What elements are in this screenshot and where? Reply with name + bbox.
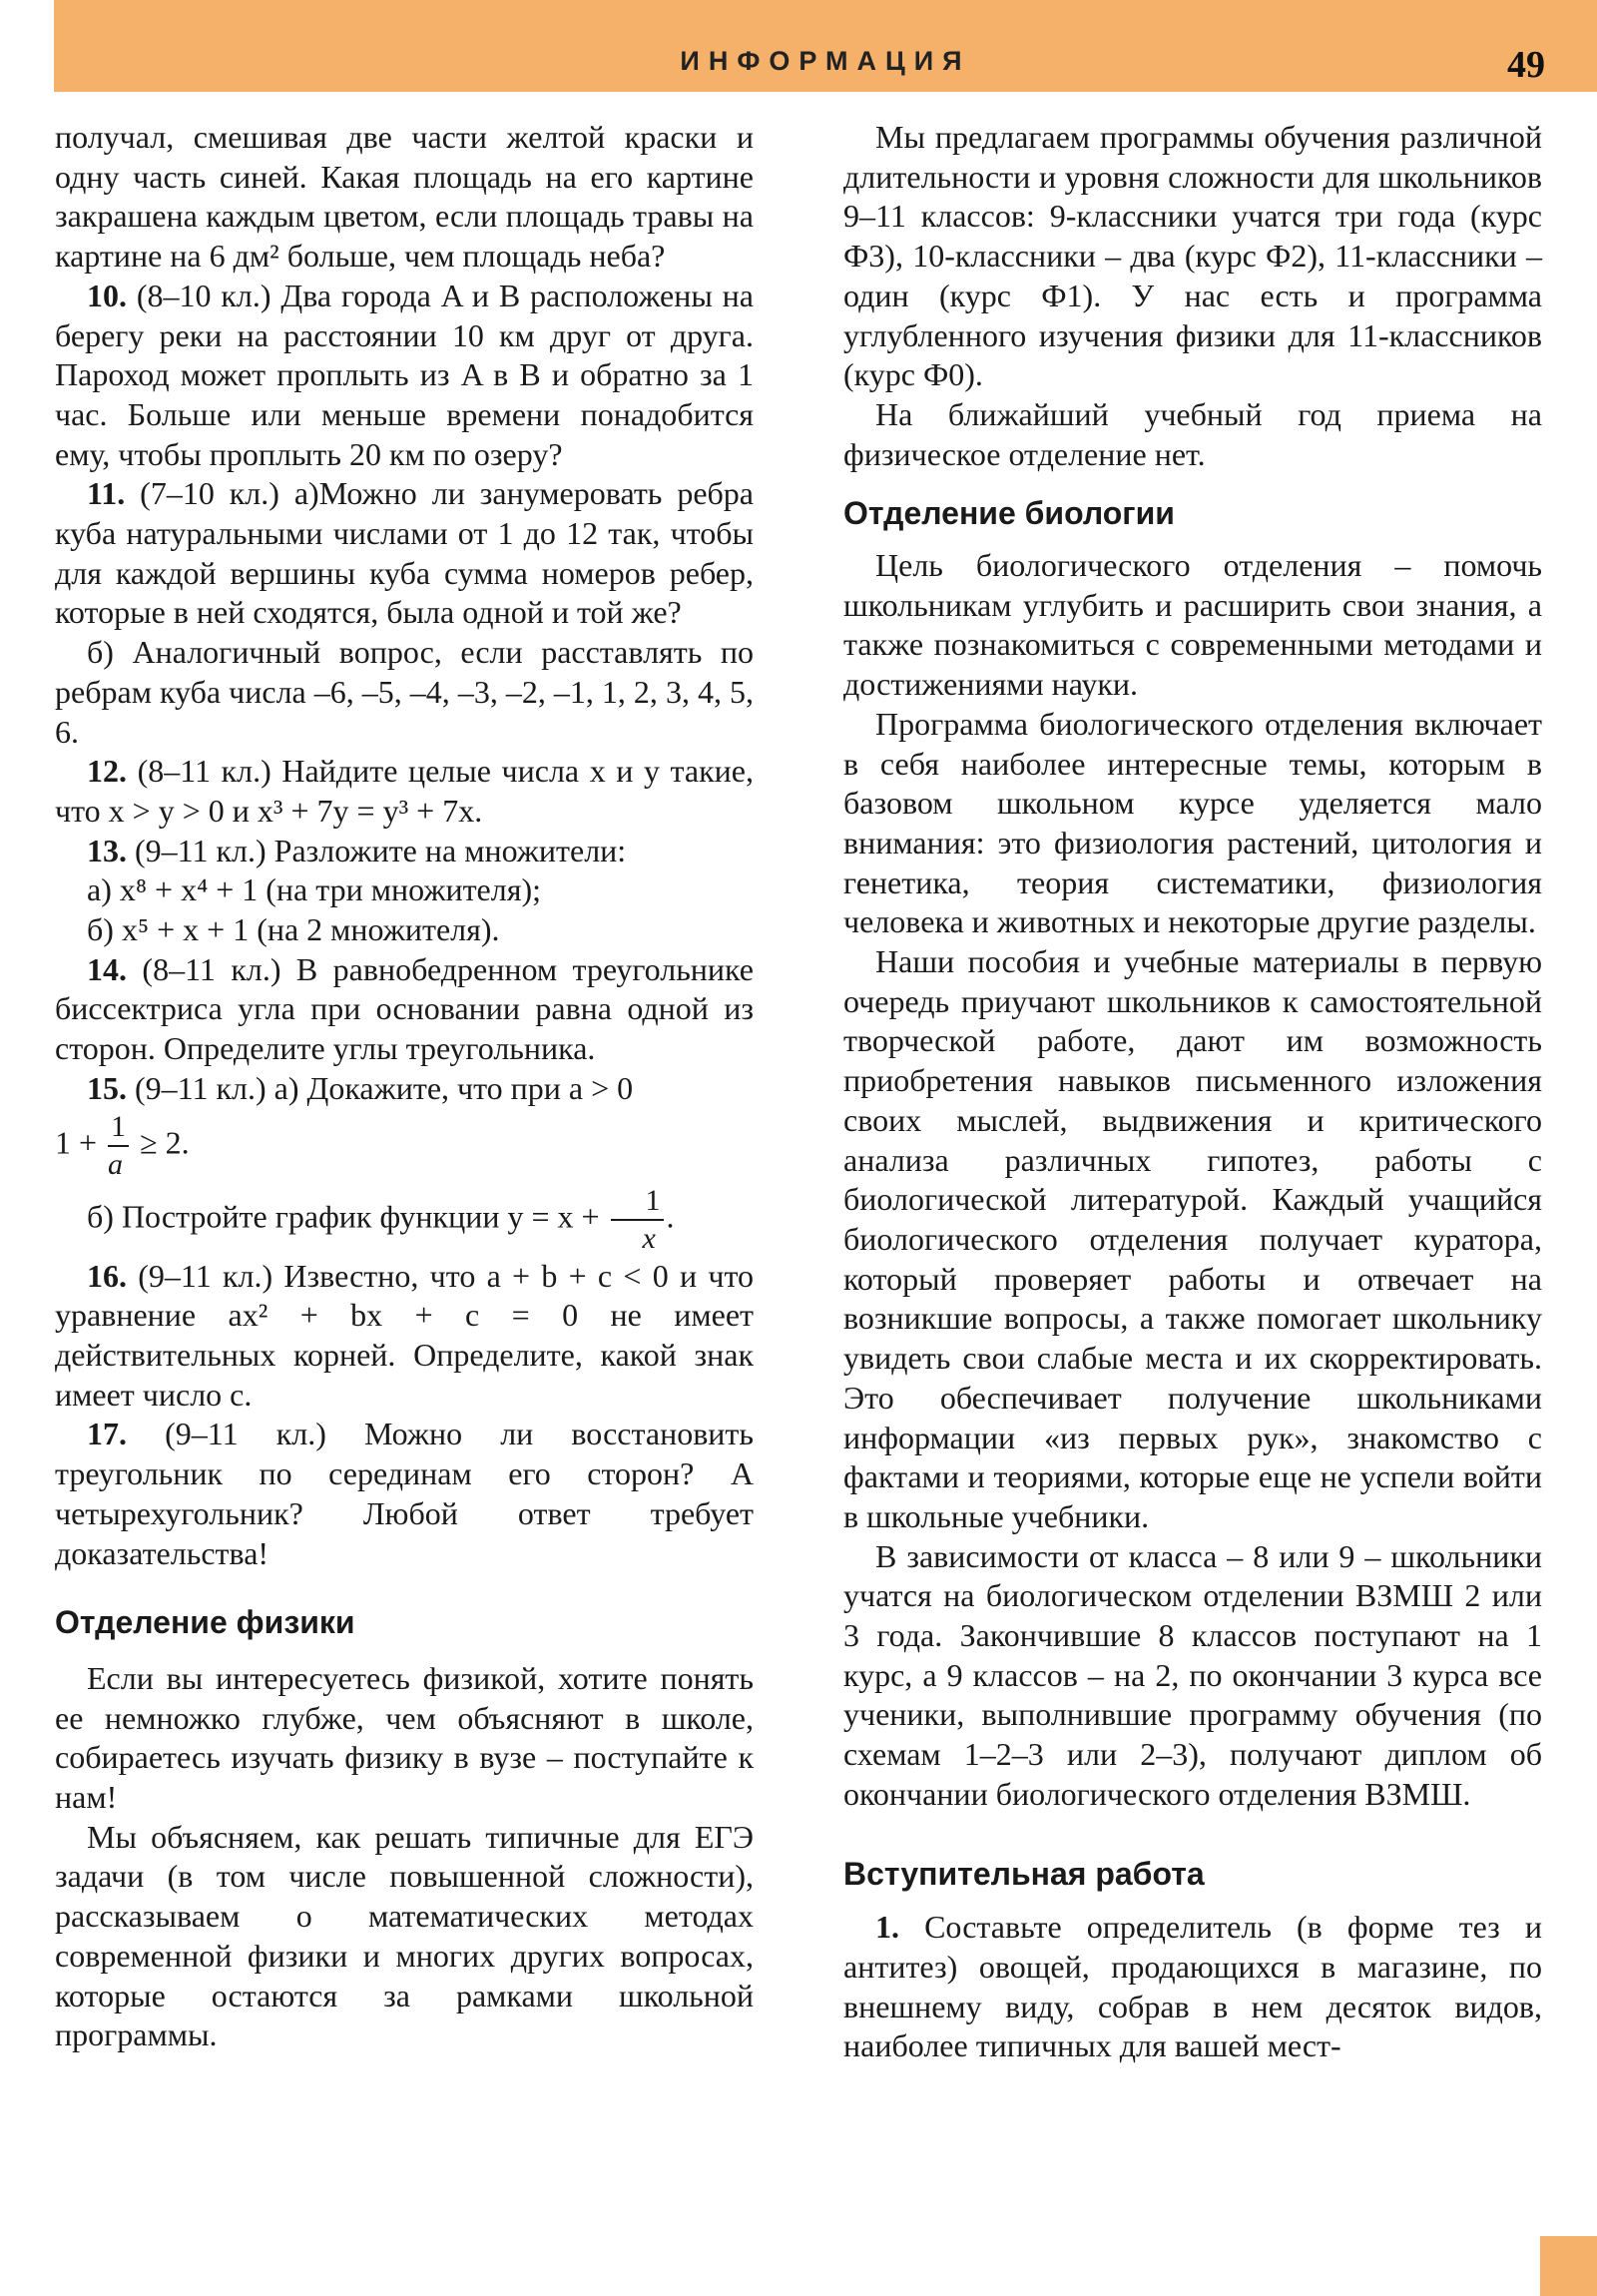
problem-13 (55, 832, 754, 871)
problem-15-part-b (55, 1183, 754, 1257)
problem-15 (55, 1069, 754, 1109)
fraction (611, 1183, 664, 1257)
problem-number: 11. (87, 475, 126, 512)
problem-11-part-b: б) Аналогичный вопрос, если расставлять по ребрам куба числа –6, –5, –4, –3, –2, –1, 1, 2, 3, 4, 5, 6. (55, 634, 754, 750)
biology-paragraph: Цель биологического отделения – помочь школьникам углубить и расширить свои знания, а также познакомиться с современными методами и достижениями науки. (843, 547, 1542, 703)
right-column (843, 118, 1542, 2066)
problem-number: 17. (87, 1416, 127, 1452)
biology-paragraph: Наши пособия и учебные материалы в первую очередь приучают школьников к самостоятельной творческой работе, дают им возможность приобретения навыков письменного изложения своих мыслей, выдвижения и критического анализа различных гипотез, работы с биологической литературой. Каждый учащийся биологического отделения получает куратора, который проверяет работы и отвечает на возникшие вопросы, а также помогает школьнику увидеть свои слабые места и их скорректировать. Это обеспечивает получение школьниками информации «из первых рук», знакомство с фактами и теориями, которые еще не успели войти в школьные учебники. (843, 943, 1542, 1534)
fraction-denominator: x (642, 1221, 656, 1255)
problem-14 (55, 950, 754, 1069)
problem-15-formula (55, 1109, 754, 1183)
problem-16 (55, 1257, 754, 1416)
left-column (55, 118, 754, 2055)
problem-17 (55, 1415, 754, 1573)
fraction-numerator: 1 (611, 1183, 664, 1221)
physics-section-heading: Отделение физики (55, 1604, 355, 1641)
formula-prefix: б) Постройте график функции y = x + (87, 1197, 600, 1234)
task-number: 1. (875, 1909, 899, 1946)
problem-text: (8–11 кл.) Найдите целые числа x и y такие, что x > y > 0 и x³ + 7y = y³ + 7x. (55, 753, 755, 829)
problem-text: (9–11 кл.) Известно, что a + b + c < 0 и что уравнение ax² + bx + c = 0 не имеет действительных корней. Определите, какой знак имеет число c. (55, 1257, 755, 1413)
problem-text: (8–11 кл.) В равнобедренном треугольнике биссектриса угла при основании равна одной из сторон. Определите углы треугольника. (55, 950, 754, 1067)
problem-number: 12. (87, 753, 127, 790)
page-number: 49 (1507, 44, 1545, 86)
biology-section-heading: Отделение биологии (843, 495, 1175, 532)
task-text: Составьте определитель (в форме тез и антитез) овощей, продающихся в магазине, по внешнему виду, собрав в нем десяток видов, наиболее типичных для вашей мест- (843, 1909, 1543, 2064)
continued-paragraph: получал, смешивая две части желтой краски и одну часть синей. Какая площадь на его картине закрашена каждым цветом, если площадь травы на картине на 6 дм² больше, чем площадь неба? (55, 119, 754, 275)
fraction-numerator: 1 (108, 1109, 129, 1147)
problem-11 (55, 474, 754, 633)
biology-paragraph: В зависимости от класса – 8 или 9 – школьники учатся на биологическом отделении ВЗМШ 2 или 3 года. Закончившие 8 классов поступают на 1 курс, а 9 классов – на 2, по окончании 3 курса все ученики, выполнившие программу обучения (по схемам 1–2–3 или 2–3), получают диплом об окончании биологического отделения ВЗМШ. (843, 1537, 1542, 1812)
problem-text: (7–10 кл.) а)Можно ли занумеровать ребра куба натуральными числами от 1 до 12 так, чтобы для каждой вершины куба сумма номеров ребер, которые в ней сходятся, была одной и той же? (55, 475, 755, 631)
formula-prefix: 1 + (55, 1123, 98, 1160)
entrance-work-heading: Вступительная работа (843, 1855, 1205, 1892)
problem-number: 10. (87, 277, 127, 313)
problem-text: (9–11 кл.) а) Докажите, что при a > 0 (135, 1069, 634, 1106)
problem-number: 14. (87, 950, 127, 987)
fraction-denominator: a (108, 1147, 124, 1181)
problem-number: 15. (87, 1069, 127, 1106)
formula-suffix: . (666, 1197, 675, 1234)
problem-number: 13. (87, 832, 127, 868)
formula-suffix: ≥ 2. (140, 1123, 190, 1160)
running-head-title: ИНФОРМАЦИЯ (680, 46, 971, 76)
problem-12 (55, 752, 754, 831)
problem-13-part-a: а) x⁸ + x⁴ + 1 (на три множителя); (87, 871, 541, 908)
problem-13-part-b: б) x⁵ + x + 1 (на 2 множителя). (87, 911, 500, 948)
page-header-bar (54, 0, 1597, 92)
physics-paragraph: Мы объясняем, как решать типичные для ЕГЭ задачи (в том числе повышенной сложности), рассказываем о математических методах современной физики и многих других вопросах, которые остаются за рамками школьной программы. (55, 1818, 754, 2053)
physics-paragraph: Мы предлагаем программы обучения различной длительности и уровня сложности для школьников 9–11 классов: 9-классники учатся три года (курс Ф3), 10-классники – два (курс Ф2), 11-классники – один (курс Ф1). У нас есть и программа углубленного изучения физики для 11-классников (курс Ф0). (843, 119, 1542, 393)
problem-number: 16. (87, 1257, 127, 1294)
problem-text: (8–10 кл.) Два города A и B расположены на берегу реки на расстоянии 10 км друг от друга. Пароход может проплыть из A в B и обратно за 1 час. Больше или меньше времени понадобится ему, чтобы проплыть 20 км по озеру? (55, 277, 755, 472)
physics-paragraph: Если вы интересуетесь физикой, хотите понять ее немножко глубже, чем объясняют в школе, собираетесь изучать физику в вузе – поступайте к нам! (55, 1659, 754, 1816)
problem-text: (9–11 кл.) Разложите на множители: (135, 832, 627, 868)
fraction (108, 1109, 129, 1183)
entrance-task-1 (843, 1908, 1542, 2066)
problem-10 (55, 277, 754, 475)
biology-paragraph: Программа биологического отделения включает в себя наиболее интересные темы, которым в базовом школьном курсе уделяется мало внимания: это физиология растений, цитология и генетика, теория систематики, физиология человека и животных и некоторые другие разделы. (843, 705, 1542, 940)
problem-text: (9–11 кл.) Можно ли восстановить треугольник по серединам его сторон? А четырехугольник? Любой ответ требует доказательства! (55, 1416, 755, 1571)
physics-paragraph: На ближайший учебный год приема на физическое отделение нет. (843, 395, 1542, 472)
page-corner-tab (1540, 2236, 1597, 2296)
